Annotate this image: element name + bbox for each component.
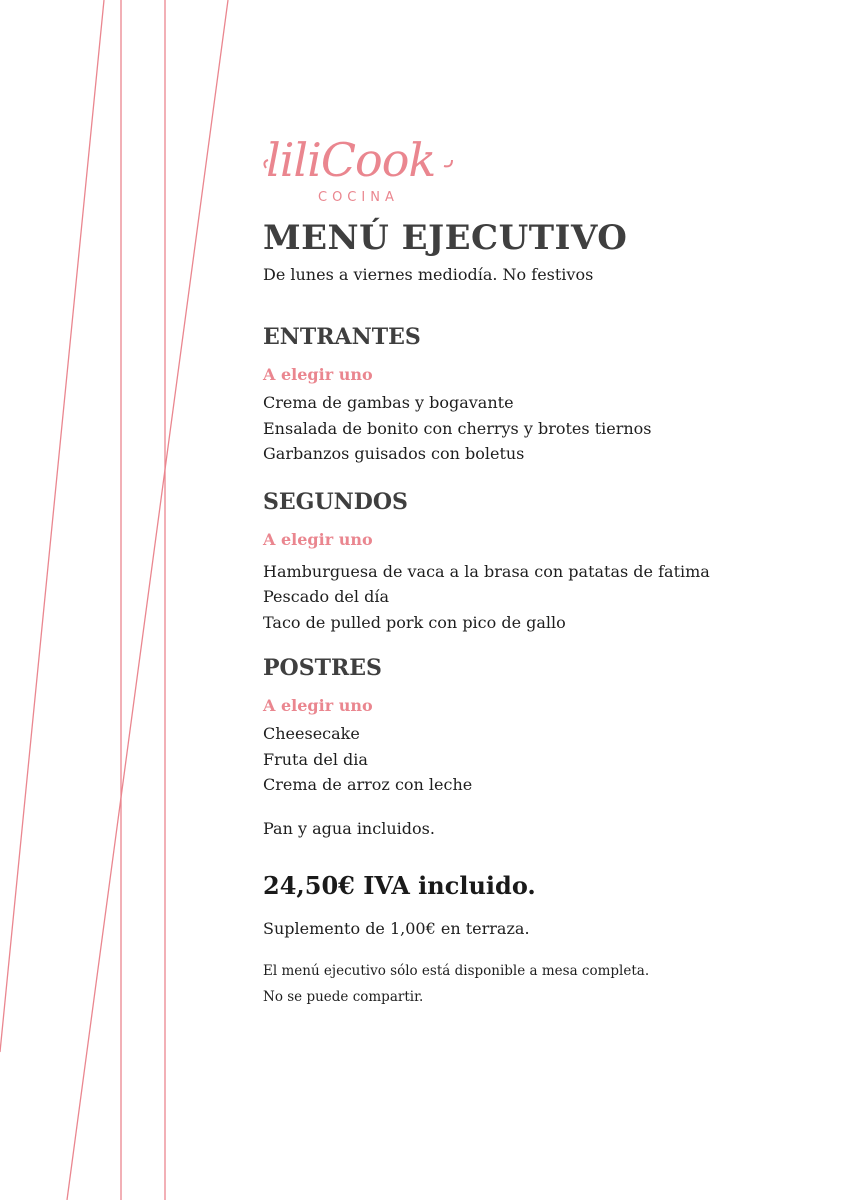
- section-postres: [263, 653, 823, 798]
- section-title: ENTRANTES: [263, 324, 421, 350]
- choose-label: A elegir uno: [263, 529, 373, 549]
- dish-item: Ensalada de bonito con cherrys y brotes tiernos: [263, 418, 652, 438]
- choose-label: A elegir uno: [263, 696, 373, 715]
- terrace-supplement: Suplemento de 1,00€ en terraza.: [263, 918, 530, 938]
- section-entrantes: [263, 322, 823, 467]
- section-title: POSTRES: [263, 655, 382, 681]
- section-segundos: [263, 487, 823, 636]
- menu-content: [263, 212, 823, 1010]
- dish-item: Garbanzos guisados con boletus: [263, 444, 525, 463]
- dish-list: [263, 559, 823, 636]
- dish-item: Crema de gambas y bogavante: [263, 393, 514, 412]
- deco-line-4: [67, 0, 228, 1200]
- dish-item: Taco de pulled pork con pico de gallo: [263, 612, 566, 632]
- dish-item: Pescado del día: [263, 587, 389, 606]
- choose-label: A elegir uno: [263, 365, 373, 384]
- sharing-note: No se puede compartir.: [263, 988, 424, 1005]
- dish-item: Hamburguesa de vaca a la brasa con patatas de fatima: [263, 561, 710, 581]
- logo-tagline: COCINA: [318, 190, 399, 205]
- availability-note: El menú ejecutivo sólo está disponible a mesa completa.: [263, 962, 650, 979]
- dish-item: Cheesecake: [263, 724, 360, 743]
- lilicook-logo-graphic: [262, 112, 462, 208]
- menu-price: 24,50€ IVA incluido.: [263, 870, 536, 900]
- includes-note: Pan y agua incluidos.: [263, 818, 435, 838]
- dish-item: Crema de arroz con leche: [263, 775, 473, 794]
- dish-list: [263, 390, 823, 467]
- section-title: SEGUNDOS: [263, 488, 408, 515]
- dish-list: [263, 721, 823, 798]
- brand-logo: [262, 112, 462, 208]
- menu-title: MENÚ EJECUTIVO: [263, 218, 628, 258]
- dish-item: Fruta del dia: [263, 749, 368, 769]
- menu-subtitle: De lunes a viernes mediodía. No festivos: [263, 265, 594, 284]
- logo-script-text: liliCook: [266, 133, 436, 187]
- deco-line-1: [0, 0, 104, 1052]
